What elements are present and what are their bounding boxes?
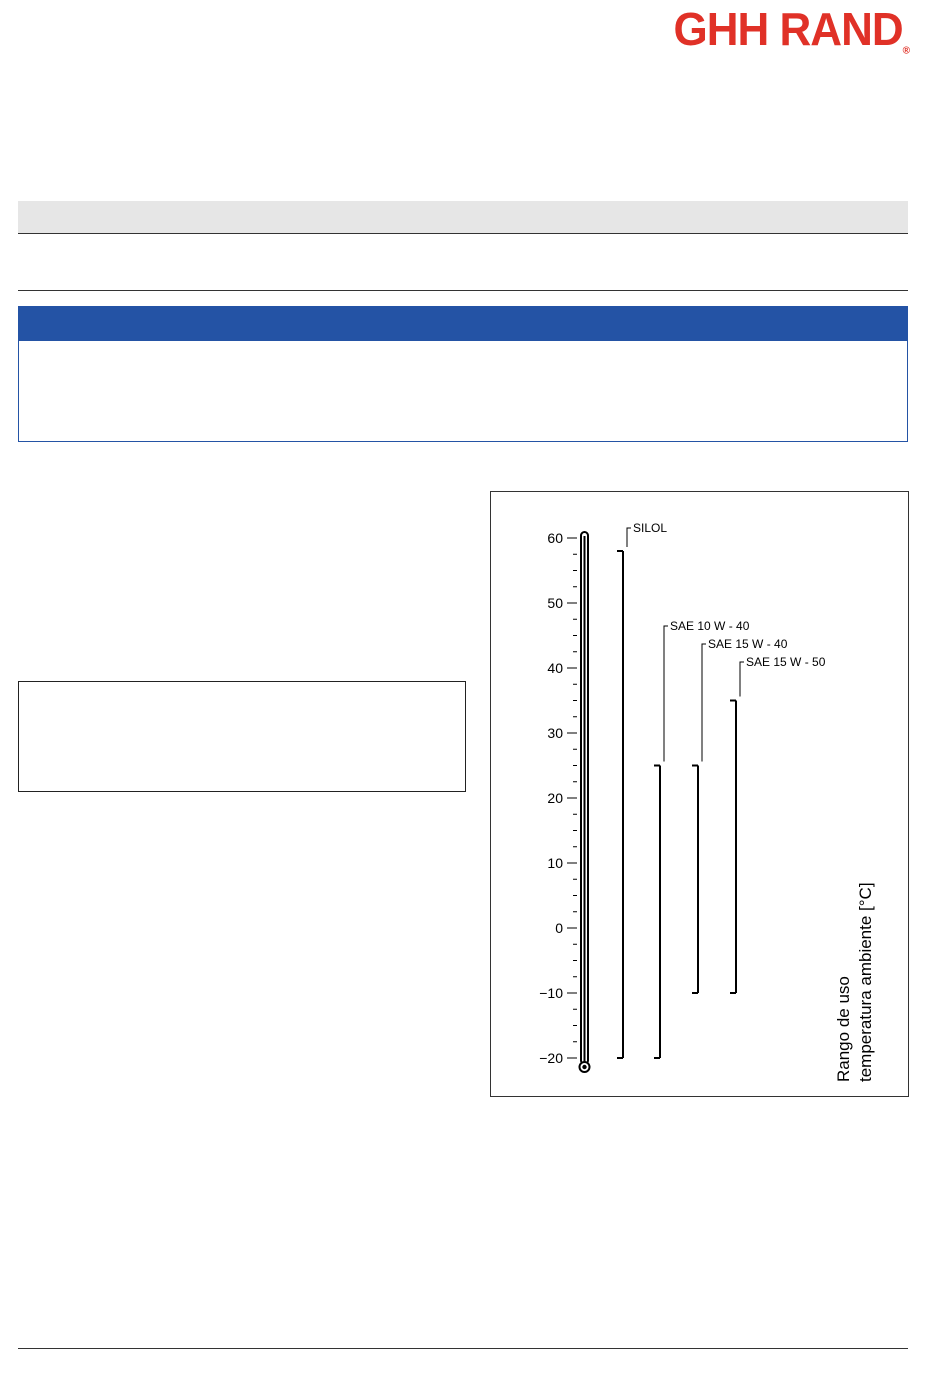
series-label: SAE 15 W - 50 bbox=[746, 655, 826, 669]
axis-title bbox=[834, 882, 875, 1082]
tick-label: 0 bbox=[555, 920, 563, 936]
series-leader bbox=[702, 644, 706, 762]
axis-title-line1: Rango de uso bbox=[834, 976, 853, 1082]
table-divider-bottom bbox=[18, 290, 908, 291]
tick-label: −20 bbox=[539, 1050, 563, 1066]
notice-box bbox=[18, 306, 908, 442]
table-divider-top bbox=[18, 233, 908, 234]
notice-header bbox=[19, 307, 907, 341]
footer-divider bbox=[18, 1348, 908, 1349]
tick-label: 60 bbox=[547, 530, 563, 546]
tick-label: 10 bbox=[547, 855, 563, 871]
tick-label: 20 bbox=[547, 790, 563, 806]
series-label: SAE 15 W - 40 bbox=[708, 637, 788, 651]
tick-label: 30 bbox=[547, 725, 563, 741]
series-leader bbox=[664, 626, 668, 762]
chart-canvas bbox=[491, 492, 908, 1096]
tick-label: 50 bbox=[547, 595, 563, 611]
series-label: SILOL bbox=[633, 521, 668, 535]
table-header-band bbox=[18, 201, 908, 233]
oil-temperature-chart bbox=[490, 491, 909, 1097]
series-leader bbox=[740, 662, 744, 697]
tick-label: −10 bbox=[539, 985, 563, 1001]
thermometer-bulb-core bbox=[582, 1065, 586, 1069]
logo-text: GHH RAND bbox=[673, 4, 903, 56]
brand-logo bbox=[674, 4, 910, 56]
note-box bbox=[18, 681, 466, 792]
series-leader bbox=[627, 528, 631, 547]
axis-title-line2: temperatura ambiente [°C] bbox=[856, 882, 875, 1082]
registered-mark: ® bbox=[902, 44, 910, 57]
series-label: SAE 10 W - 40 bbox=[670, 619, 750, 633]
tick-label: 40 bbox=[547, 660, 563, 676]
